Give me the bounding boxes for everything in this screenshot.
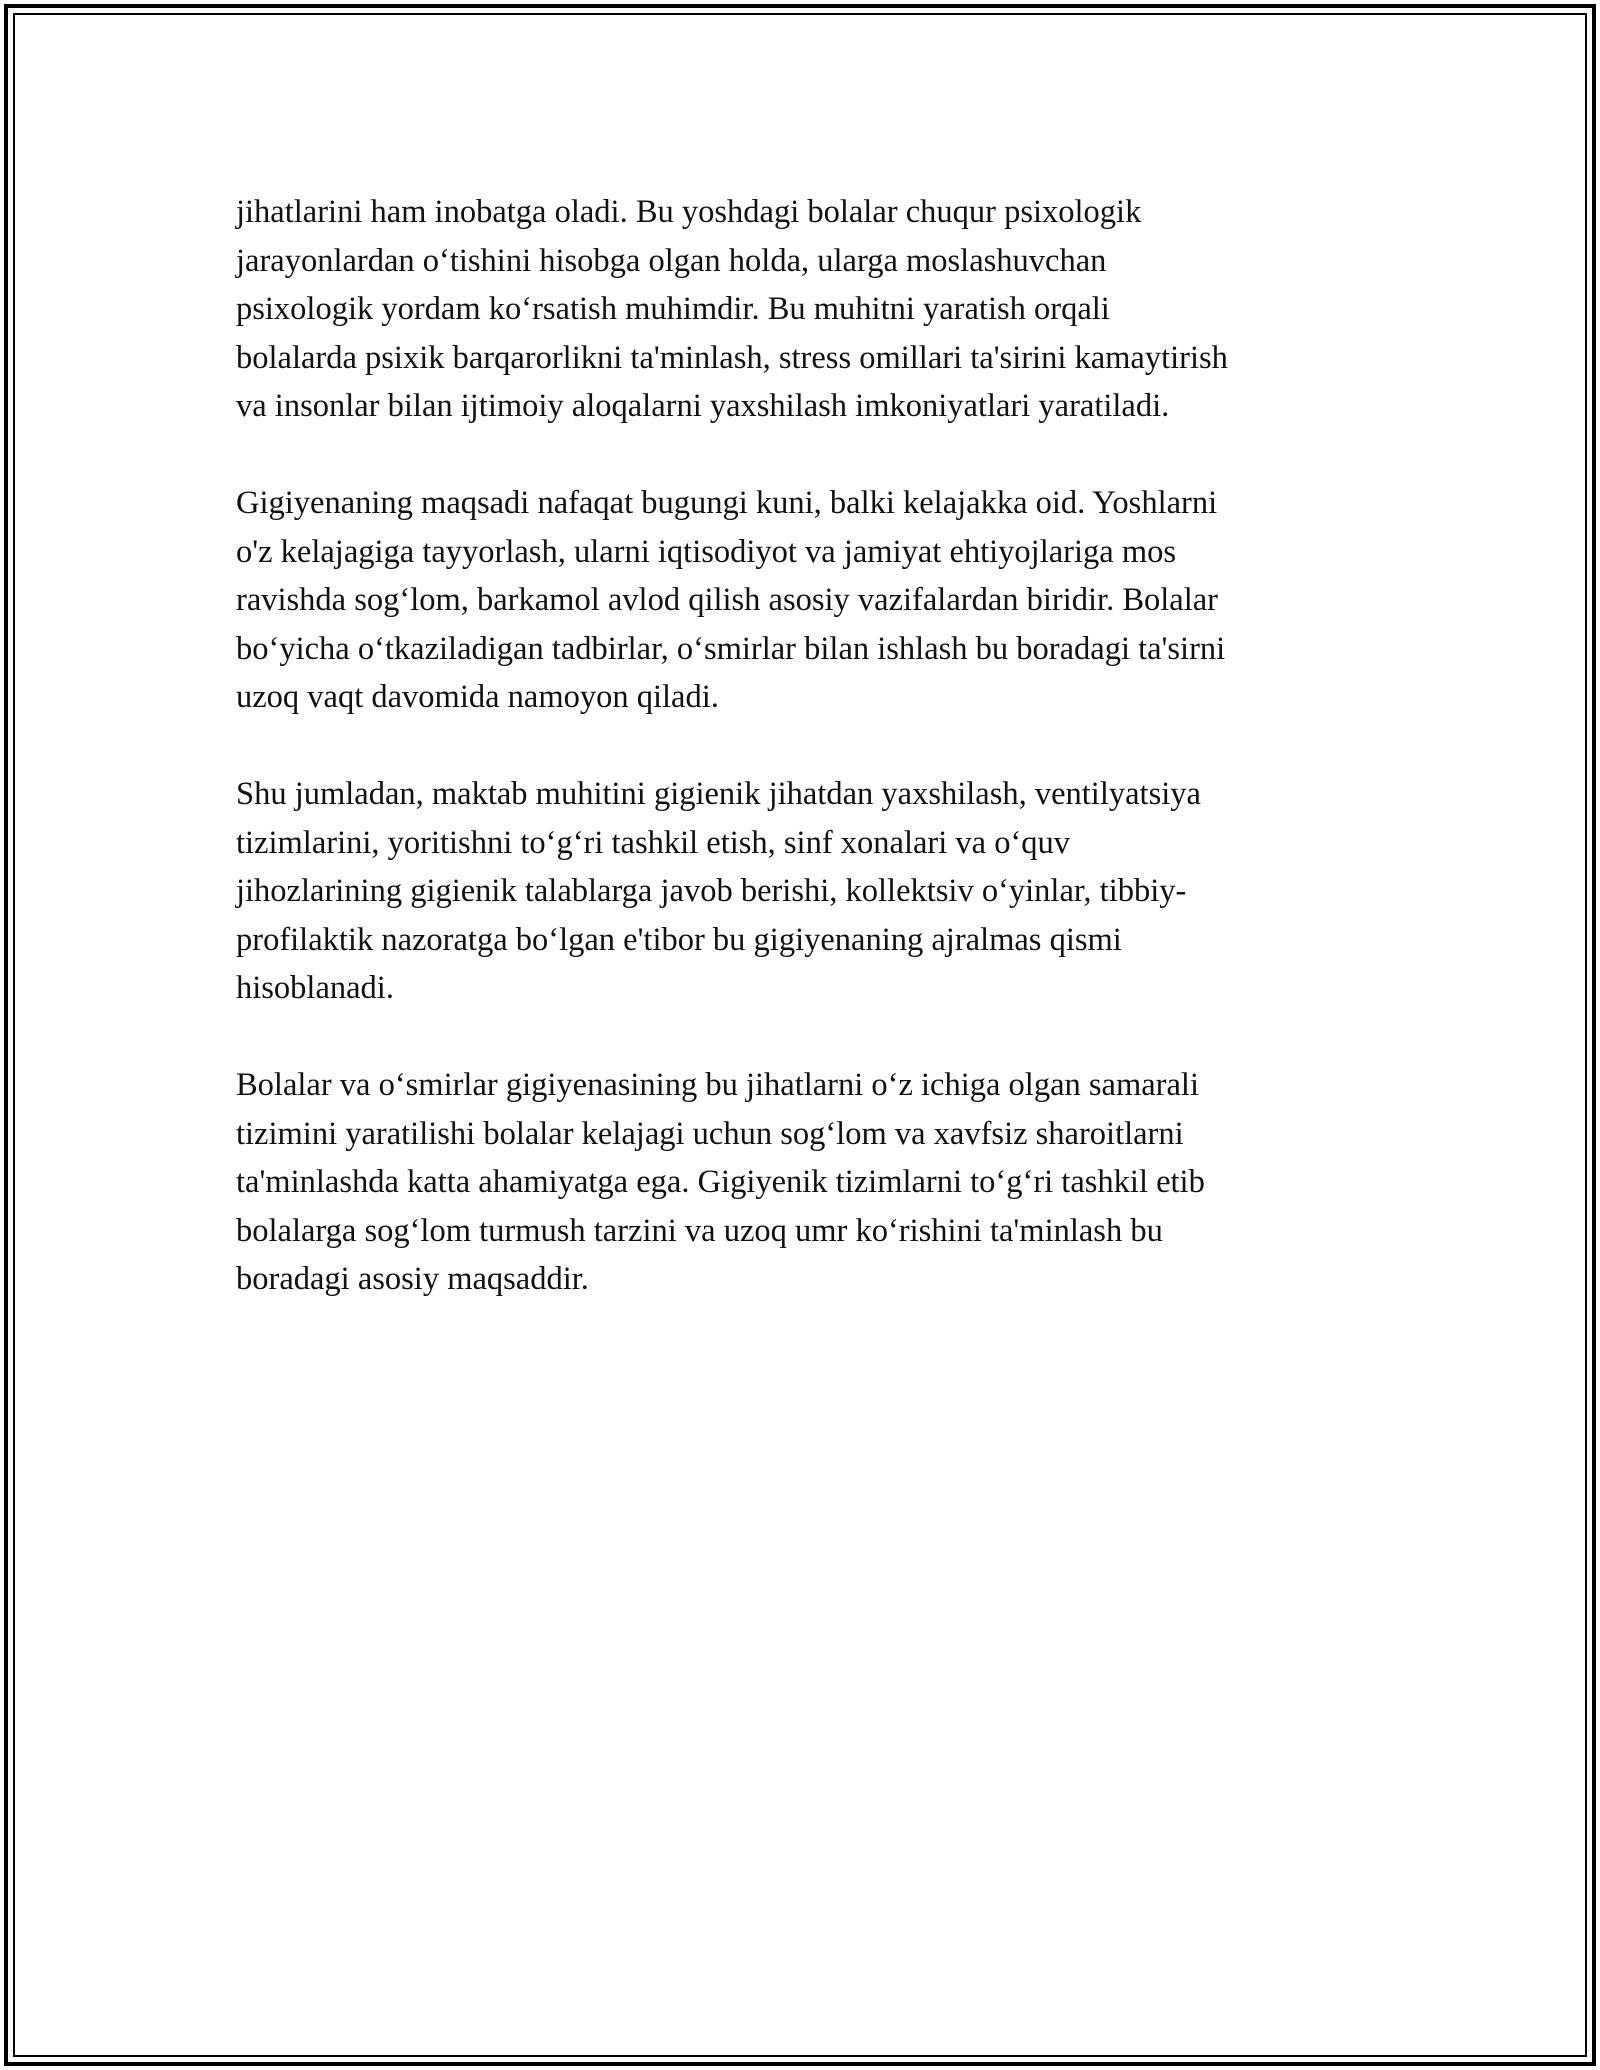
text-line: bolalarga sog‘lom turmush tarzini va uzoq umr ko‘rishini ta'minlash bu <box>236 1212 1163 1249</box>
text-line: va insonlar bilan ijtimoiy aloqalarni yaxshilash imkoniyatlari yaratiladi. <box>236 388 1170 424</box>
text-line: ravishda sog‘lom, barkamol avlod qilish asosiy vazifalardan biridir. Bolalar <box>236 582 1218 618</box>
text-line: uzoq vaqt davomida namoyon qiladi. <box>236 679 719 715</box>
text-line: hisoblanadi. <box>236 970 394 1006</box>
text-line: psixologik yordam ko‘rsatish muhimdir. Bu muhitni yaratish orqali <box>236 291 1110 327</box>
text-line: ta'minlashda katta ahamiyatga ega. Gigiyenik tizimlarni to‘g‘ri tashkil etib <box>236 1164 1205 1200</box>
text-line: jihozlarining gigienik talablarga javob berishi, kollektsiv o‘yinlar, tibbiy- <box>236 873 1187 909</box>
text-line: jarayonlardan o‘tishini hisobga olgan holda, ularga moslashuvchan <box>236 242 1107 279</box>
paragraph-3 <box>236 770 1366 1013</box>
text-line: jihatlarini ham inobatga oladi. Bu yoshdagi bolalar chuqur psixologik <box>236 194 1142 230</box>
paragraph-4 <box>236 1061 1366 1304</box>
text-line: tizimlarini, yoritishni to‘g‘ri tashkil etish, sinf xonalari va o‘quv <box>236 824 1071 861</box>
text-line: boradagi asosiy maqsaddir. <box>236 1261 589 1297</box>
text-line: Bolalar va o‘smirlar gigiyenasining bu jihatlarni o‘z ichiga olgan samarali <box>236 1067 1199 1103</box>
text-line: tizimini yaratilishi bolalar kelajagi uchun sog‘lom va xavfsiz sharoitlarni <box>236 1115 1184 1152</box>
text-line: Shu jumladan, maktab muhitini gigienik jihatdan yaxshilash, ventilyatsiya <box>236 776 1201 812</box>
text-line: bolalarda psixik barqarorlikni ta'minlash, stress omillari ta'sirini kamaytirish <box>236 339 1228 376</box>
paragraph-1 <box>236 188 1366 431</box>
document-body <box>236 188 1366 1352</box>
text-line: o'z kelajagiga tayyorlash, ularni iqtisodiyot va jamiyat ehtiyojlariga mos <box>236 533 1176 570</box>
text-line: Gigiyenaning maqsadi nafaqat bugungi kuni, balki kelajakka oid. Yoshlarni <box>236 485 1218 521</box>
paragraph-2 <box>236 479 1366 722</box>
text-line: bo‘yicha o‘tkaziladigan tadbirlar, o‘smirlar bilan ishlash bu boradagi ta'sirni <box>236 630 1226 667</box>
text-line: profilaktik nazoratga bo‘lgan e'tibor bu gigiyenaning ajralmas qismi <box>236 921 1122 958</box>
